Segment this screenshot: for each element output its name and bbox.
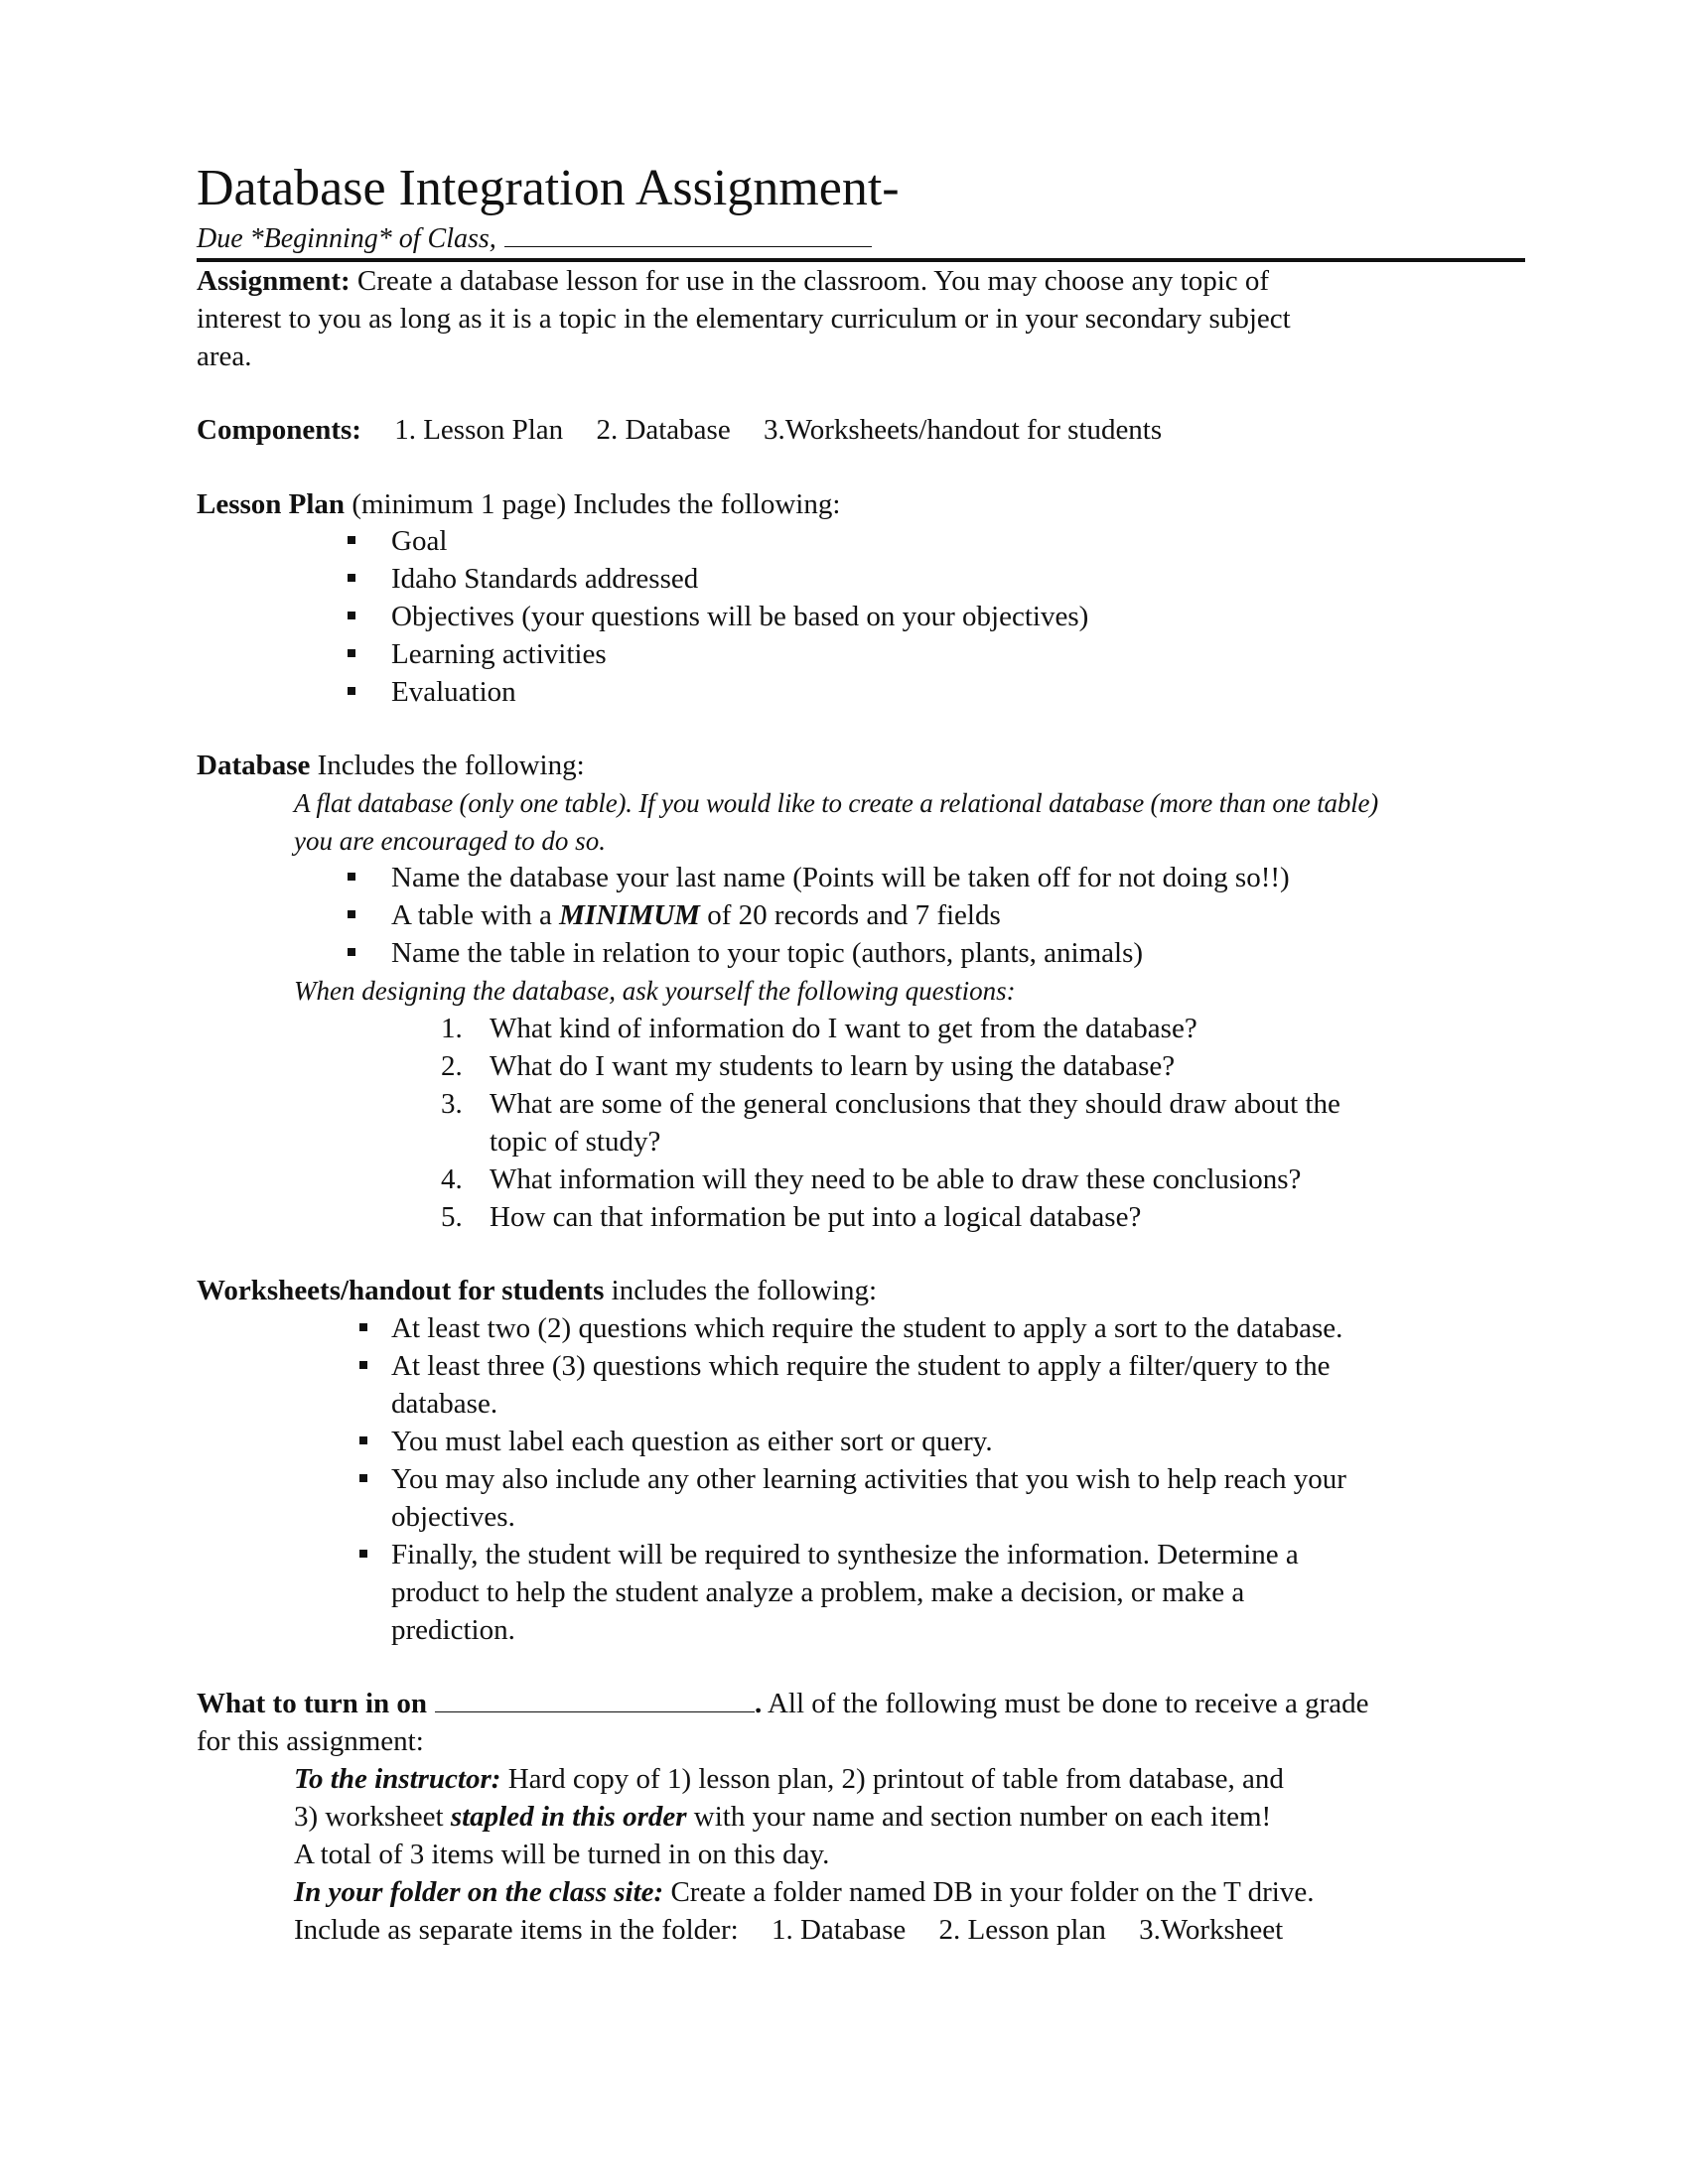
- question-text-continued: topic of study?: [490, 1126, 661, 1158]
- question-number: 2.: [441, 1050, 463, 1082]
- worksheet-item-continued: database.: [391, 1388, 498, 1420]
- question-text: How can that information be put into a logical database?: [490, 1201, 1142, 1233]
- components-line: [197, 411, 1162, 449]
- database-item: Name the table in relation to your topic (authors, plants, animals): [391, 937, 1144, 969]
- database-note-1: A flat database (only one table). If you would like to create a relational database (more than one table): [294, 788, 1379, 818]
- assignment-line-1: [197, 262, 1269, 300]
- instructor-line-1: [294, 1760, 1284, 1798]
- instructor-text-2b: with your name and section number on each item!: [693, 1801, 1272, 1833]
- bullet-icon: [359, 1436, 367, 1444]
- folder-item: 1. Database: [771, 1914, 907, 1946]
- bullet-icon: [359, 1323, 367, 1331]
- bullet-icon: [359, 1550, 367, 1558]
- worksheet-item: At least three (3) questions which require the student to apply a filter/query to the: [391, 1350, 1331, 1382]
- folder-text-2: Include as separate items in the folder:: [294, 1914, 739, 1946]
- bullet-icon: [348, 612, 355, 619]
- database-note-2: you are encouraged to do so.: [294, 826, 606, 856]
- component-item: 3.Worksheets/handout for students: [763, 414, 1163, 446]
- folder-line-2: [294, 1911, 1283, 1949]
- question-number: 5.: [441, 1201, 463, 1233]
- question-text: What kind of information do I want to get from the database?: [490, 1013, 1197, 1044]
- turn-in-line-2: for this assignment:: [197, 1725, 424, 1757]
- folder-item: 2. Lesson plan: [938, 1914, 1106, 1946]
- due-label: Due *Beginning* of Class,: [197, 223, 496, 254]
- bullet-icon: [348, 948, 355, 956]
- worksheet-item: You must label each question as either sort or query.: [391, 1426, 993, 1457]
- lesson-plan-label: Lesson Plan: [197, 488, 346, 520]
- bullet-icon: [348, 574, 355, 582]
- worksheet-item-continued: objectives.: [391, 1501, 515, 1533]
- worksheets-intro: includes the following:: [611, 1275, 878, 1306]
- worksheet-item: You may also include any other learning activities that you wish to help reach your: [391, 1463, 1346, 1495]
- worksheet-item: At least two (2) questions which require the student to apply a sort to the database.: [391, 1312, 1343, 1344]
- bullet-icon: [359, 1474, 367, 1482]
- turn-in-label: What to turn in on: [197, 1688, 428, 1719]
- instructor-label: To the instructor:: [294, 1763, 501, 1795]
- worksheet-item: Finally, the student will be required to synthesize the information. Determine a: [391, 1539, 1299, 1570]
- database-item: [391, 896, 1001, 934]
- turn-in-line-1: [197, 1685, 1369, 1722]
- due-line: [197, 220, 872, 257]
- worksheet-item-continued: prediction.: [391, 1614, 515, 1646]
- lesson-plan-heading: [197, 485, 840, 523]
- database-item-2-post: of 20 records and 7 fields: [707, 899, 1001, 931]
- instructor-line-2: [294, 1798, 1271, 1836]
- turn-in-period: .: [755, 1688, 763, 1719]
- lesson-plan-item: Idaho Standards addressed: [391, 563, 699, 595]
- question-number: 3.: [441, 1088, 463, 1120]
- database-heading: [197, 747, 585, 784]
- instructor-text-1: Hard copy of 1) lesson plan, 2) printout of table from database, and: [507, 1763, 1284, 1795]
- database-item-2-emphasis: MINIMUM: [559, 899, 700, 931]
- bullet-icon: [348, 536, 355, 544]
- question-text: What do I want my students to learn by using the database?: [490, 1050, 1176, 1082]
- question-text: What information will they need to be able to draw these conclusions?: [490, 1163, 1302, 1195]
- instructor-text-2-emphasis: stapled in this order: [450, 1801, 687, 1833]
- assignment-line-3: area.: [197, 341, 252, 372]
- lesson-plan-item: Objectives (your questions will be based on your objectives): [391, 601, 1089, 632]
- turn-in-text-1: All of the following must be done to receive a grade: [767, 1688, 1369, 1719]
- database-item-2-pre: A table with a: [391, 899, 552, 931]
- worksheet-item-continued: product to help the student analyze a problem, make a decision, or make a: [391, 1576, 1245, 1608]
- bullet-icon: [359, 1361, 367, 1369]
- bullet-icon: [348, 687, 355, 695]
- worksheets-label: Worksheets/handout for students: [197, 1275, 605, 1306]
- worksheets-heading: [197, 1272, 877, 1309]
- page-title: Database Integration Assignment-: [197, 160, 900, 216]
- database-intro: Includes the following:: [317, 750, 585, 781]
- lesson-plan-item: Goal: [391, 525, 448, 557]
- component-item: 2. Database: [596, 414, 731, 446]
- folder-line-1: [294, 1873, 1314, 1911]
- components-label: Components:: [197, 414, 361, 446]
- database-label: Database: [197, 750, 311, 781]
- question-number: 1.: [441, 1013, 463, 1044]
- lesson-plan-item: Evaluation: [391, 676, 516, 708]
- folder-text-1: Create a folder named DB in your folder on the T drive.: [670, 1876, 1315, 1908]
- lesson-plan-intro: (minimum 1 page) Includes the following:: [352, 488, 841, 520]
- instructor-text-2a: 3) worksheet: [294, 1801, 444, 1833]
- turn-in-date-blank: [435, 1686, 755, 1712]
- question-text: What are some of the general conclusions that they should draw about the: [490, 1088, 1340, 1120]
- lesson-plan-item: Learning activities: [391, 638, 607, 670]
- questions-intro: When designing the database, ask yourself the following questions:: [294, 976, 1016, 1006]
- question-number: 4.: [441, 1163, 463, 1195]
- folder-label: In your folder on the class site:: [294, 1876, 664, 1908]
- bullet-icon: [348, 910, 355, 918]
- instructor-line-3: A total of 3 items will be turned in on this day.: [294, 1839, 830, 1870]
- folder-item: 3.Worksheet: [1139, 1914, 1284, 1946]
- assignment-text-1: Create a database lesson for use in the classroom. You may choose any topic of: [356, 265, 1270, 297]
- component-item: 1. Lesson Plan: [394, 414, 564, 446]
- database-item: Name the database your last name (Points will be taken off for not doing so!!): [391, 862, 1290, 893]
- due-date-blank: [504, 220, 872, 247]
- bullet-icon: [348, 649, 355, 657]
- assignment-label: Assignment:: [197, 265, 351, 297]
- assignment-line-2: interest to you as long as it is a topic in the elementary curriculum or in your secondary subject: [197, 303, 1291, 335]
- bullet-icon: [348, 873, 355, 881]
